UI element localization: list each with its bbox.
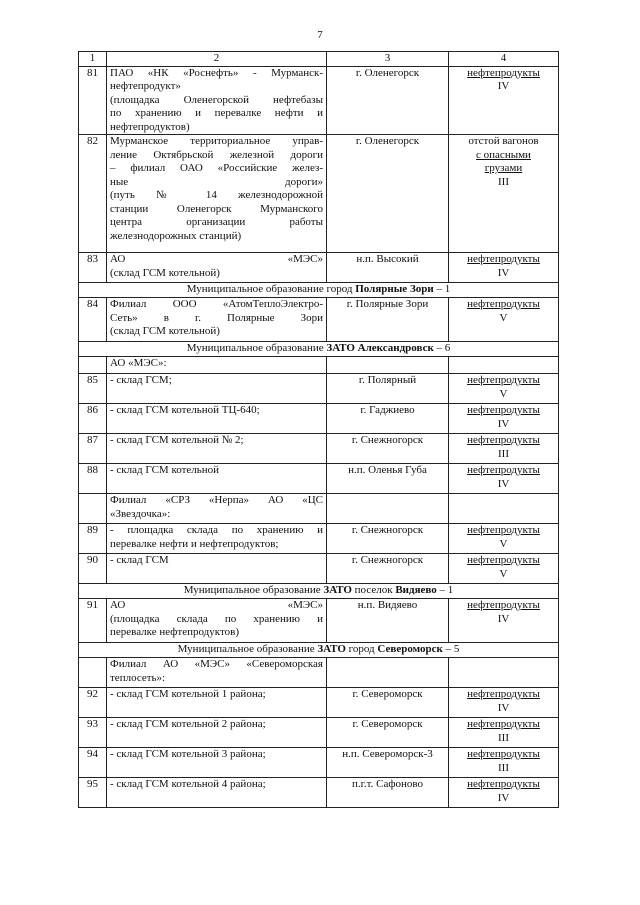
organization-line: перевалке нефти и нефтепродуктов; bbox=[110, 537, 279, 550]
row-number-cell: 85 bbox=[79, 374, 107, 404]
table-row bbox=[79, 464, 559, 494]
organization-cell bbox=[107, 357, 327, 374]
organization-line: - площадка склада по хранению и bbox=[110, 524, 323, 536]
page-number: 7 bbox=[317, 29, 323, 41]
organization-cell bbox=[107, 778, 327, 808]
organization-line: центра организации работы bbox=[110, 216, 323, 228]
table-row bbox=[79, 554, 559, 584]
organization-cell bbox=[107, 253, 327, 283]
organization-cell bbox=[107, 554, 327, 584]
row-number-cell: 86 bbox=[79, 404, 107, 434]
location-cell: н.п. Видяево bbox=[327, 599, 449, 643]
table-row bbox=[79, 658, 559, 688]
row-number-cell: 90 bbox=[79, 554, 107, 584]
substance-cell bbox=[449, 434, 559, 464]
organization-line: - склад ГСМ котельной № 2; bbox=[110, 434, 244, 446]
location-cell: г. Снежногорск bbox=[327, 434, 449, 464]
section-title: Муниципальное образование ЗАТО Александровск – 6 bbox=[79, 342, 559, 357]
organization-cell bbox=[107, 524, 327, 554]
table-row bbox=[79, 718, 559, 748]
organization-line: ные дороги» bbox=[110, 175, 323, 188]
section-title-bold: ЗАТО bbox=[323, 584, 352, 596]
organization-cell bbox=[107, 658, 327, 688]
organization-line: АО «МЭС»: bbox=[110, 357, 167, 369]
organization-cell bbox=[107, 434, 327, 464]
substance-line: с опасными bbox=[476, 148, 531, 161]
organization-line: ление Октябрьской железной дороги bbox=[110, 148, 323, 161]
location-cell: г. Североморск bbox=[327, 688, 449, 718]
table-row bbox=[79, 434, 559, 464]
substance-cell bbox=[449, 748, 559, 778]
organization-line: - склад ГСМ котельной 2 района; bbox=[110, 718, 266, 730]
organization-line: перевалке нефтепродуктов) bbox=[110, 626, 239, 638]
section-title-bold: Полярные Зори bbox=[355, 283, 434, 295]
substance-name: нефтепродукты bbox=[467, 718, 540, 730]
row-number-cell: 87 bbox=[79, 434, 107, 464]
substance-cell bbox=[449, 253, 559, 283]
organization-line: - склад ГСМ котельной bbox=[110, 464, 220, 476]
hazard-class: III bbox=[498, 731, 509, 744]
substance-cell bbox=[449, 357, 559, 374]
substance-name: нефтепродукты bbox=[467, 524, 540, 536]
organization-line: АО «МЭС» bbox=[110, 599, 323, 611]
organization-line: (путь № 14 железнодорожной bbox=[110, 189, 323, 201]
organization-line: - склад ГСМ котельной ТЦ-640; bbox=[110, 404, 260, 416]
section-title-bold: Видяево bbox=[395, 584, 437, 596]
location-cell: н.п. Высокий bbox=[327, 253, 449, 283]
location-cell bbox=[327, 357, 449, 374]
organization-line: теплосеть»: bbox=[110, 671, 166, 684]
organization-line: нефтепродукт» bbox=[110, 80, 181, 92]
location-cell: г. Североморск bbox=[327, 718, 449, 748]
substance-name: нефтепродукты bbox=[467, 688, 540, 700]
location-cell: г. Снежногорск bbox=[327, 524, 449, 554]
location-cell: г. Снежногорск bbox=[327, 554, 449, 584]
substance-name: нефтепродукты bbox=[467, 404, 540, 416]
hazard-class: V bbox=[499, 567, 508, 580]
row-number-cell: 93 bbox=[79, 718, 107, 748]
location-cell bbox=[327, 494, 449, 524]
table-row bbox=[79, 253, 559, 283]
row-number-cell: 81 bbox=[79, 66, 107, 135]
hazard-class: IV bbox=[497, 266, 510, 279]
row-number-cell: 95 bbox=[79, 778, 107, 808]
substance-name: нефтепродукты bbox=[467, 748, 540, 760]
row-number-cell bbox=[79, 357, 107, 374]
hazard-class: IV bbox=[497, 791, 510, 804]
section-header-row bbox=[79, 342, 559, 357]
location-cell: г. Гаджиево bbox=[327, 404, 449, 434]
organization-line: - склад ГСМ; bbox=[110, 374, 172, 386]
table-row bbox=[79, 374, 559, 404]
header-cell-substance: 4 bbox=[449, 52, 559, 67]
hazard-class: IV bbox=[497, 477, 510, 490]
hazard-class: IV bbox=[497, 80, 510, 92]
substance-cell bbox=[449, 524, 559, 554]
hazard-class: IV bbox=[497, 417, 510, 430]
section-title-bold: Североморск bbox=[377, 643, 443, 655]
header-cell-location: 3 bbox=[327, 52, 449, 67]
organization-cell bbox=[107, 748, 327, 778]
organization-line: (склад ГСМ котельной) bbox=[110, 325, 220, 337]
row-number-cell: 91 bbox=[79, 599, 107, 643]
table-row bbox=[79, 748, 559, 778]
substance-name: нефтепродукты bbox=[467, 434, 540, 446]
organization-line: ПАО «НК «Роснефть» - Мурманск- bbox=[110, 66, 323, 79]
table-row bbox=[79, 135, 559, 253]
organization-cell bbox=[107, 494, 327, 524]
row-number-cell: 88 bbox=[79, 464, 107, 494]
organization-line: – филиал ОАО «Российские желез- bbox=[110, 162, 323, 174]
row-number-cell: 89 bbox=[79, 524, 107, 554]
substance-cell bbox=[449, 494, 559, 524]
substance-line: грузами bbox=[484, 162, 523, 174]
location-cell: н.п. Североморск-3 bbox=[327, 748, 449, 778]
substance-cell bbox=[449, 778, 559, 808]
location-cell: г. Полярный bbox=[327, 374, 449, 404]
location-cell: н.п. Оленья Губа bbox=[327, 464, 449, 494]
hazard-class: IV bbox=[497, 701, 510, 714]
table-row bbox=[79, 404, 559, 434]
substance-name: нефтепродукты bbox=[467, 778, 540, 790]
organization-line: станции Оленегорск Мурманского bbox=[110, 202, 323, 215]
row-number-cell: 82 bbox=[79, 135, 107, 253]
location-cell: г. Полярные Зори bbox=[327, 298, 449, 342]
substance-cell bbox=[449, 298, 559, 342]
location-cell: п.г.т. Сафоново bbox=[327, 778, 449, 808]
header-cell-organization: 2 bbox=[107, 52, 327, 67]
hazard-class: III bbox=[498, 175, 509, 188]
organization-line: - склад ГСМ котельной 1 района; bbox=[110, 688, 266, 700]
substance-cell bbox=[449, 658, 559, 688]
organization-line: (склад ГСМ котельной) bbox=[110, 266, 220, 279]
section-title: Муниципальное образование ЗАТО поселок Видяево – 1 bbox=[79, 584, 559, 599]
organization-line: (площадка Оленегорской нефтебазы bbox=[110, 93, 323, 106]
table-row bbox=[79, 298, 559, 342]
section-title-bold: ЗАТО Александровск bbox=[326, 342, 434, 354]
substance-cell bbox=[449, 688, 559, 718]
organization-cell bbox=[107, 298, 327, 342]
table-row bbox=[79, 688, 559, 718]
substance-name: нефтепродукты bbox=[467, 298, 540, 310]
organization-cell bbox=[107, 404, 327, 434]
row-number-cell: 83 bbox=[79, 253, 107, 283]
organization-line: - склад ГСМ bbox=[110, 554, 169, 566]
table-row bbox=[79, 494, 559, 524]
section-header-row bbox=[79, 283, 559, 298]
row-number-cell bbox=[79, 658, 107, 688]
row-number-cell: 92 bbox=[79, 688, 107, 718]
substance-cell bbox=[449, 554, 559, 584]
hazard-class: III bbox=[498, 447, 509, 460]
organization-cell bbox=[107, 374, 327, 404]
organization-line: Сеть» в г. Полярные Зори bbox=[110, 311, 323, 324]
organization-line: нефтепродуктов) bbox=[110, 120, 190, 133]
substance-cell bbox=[449, 599, 559, 643]
section-title-bold: ЗАТО bbox=[317, 643, 346, 655]
row-number-cell: 84 bbox=[79, 298, 107, 342]
hazard-class: IV bbox=[497, 612, 510, 625]
substance-line: отстой вагонов bbox=[468, 135, 539, 147]
substance-cell bbox=[449, 374, 559, 404]
table-row bbox=[79, 66, 559, 135]
substance-name: нефтепродукты bbox=[467, 374, 540, 386]
organization-line: железнодорожных станций) bbox=[110, 229, 242, 242]
organization-cell bbox=[107, 66, 327, 135]
organization-line: Филиал ООО «АтомТеплоЭлектро- bbox=[110, 298, 323, 310]
substance-cell bbox=[449, 135, 559, 253]
organization-cell bbox=[107, 688, 327, 718]
organization-cell bbox=[107, 135, 327, 253]
substance-name: нефтепродукты bbox=[467, 464, 540, 476]
organization-line: Филиал АО «МЭС» «Североморская bbox=[110, 658, 323, 670]
organization-line: «Звездочка»: bbox=[110, 507, 171, 520]
section-title: Муниципальное образование город Полярные Зори – 1 bbox=[79, 283, 559, 298]
table-row bbox=[79, 778, 559, 808]
section-title: Муниципальное образование ЗАТО город Североморск – 5 bbox=[79, 643, 559, 658]
hazard-class: V bbox=[499, 311, 508, 324]
organization-line: Мурманское территориальное управ- bbox=[110, 135, 323, 147]
organization-cell bbox=[107, 599, 327, 643]
substance-cell bbox=[449, 66, 559, 135]
organization-cell bbox=[107, 718, 327, 748]
table-row bbox=[79, 357, 559, 374]
substance-name: нефтепродукты bbox=[467, 554, 540, 566]
substance-name: нефтепродукты bbox=[467, 253, 540, 265]
organization-cell bbox=[107, 464, 327, 494]
hazard-class: V bbox=[499, 537, 508, 550]
row-number-cell bbox=[79, 494, 107, 524]
organization-line: по хранению и перевалке нефти и bbox=[110, 107, 323, 119]
section-header-row bbox=[79, 584, 559, 599]
organization-line: - склад ГСМ котельной 3 района; bbox=[110, 748, 266, 760]
table-row bbox=[79, 599, 559, 643]
substance-name: нефтепродукты bbox=[467, 599, 540, 611]
table-body bbox=[79, 66, 559, 808]
location-cell bbox=[327, 658, 449, 688]
location-cell: г. Оленегорск bbox=[327, 66, 449, 135]
row-number-cell: 94 bbox=[79, 748, 107, 778]
section-header-row bbox=[79, 643, 559, 658]
header-cell-number: 1 bbox=[79, 52, 107, 67]
substance-name: нефтепродукты bbox=[467, 66, 540, 79]
table-row bbox=[79, 524, 559, 554]
hazard-facilities-table bbox=[78, 51, 559, 808]
table-header-row bbox=[79, 52, 559, 67]
organization-line: - склад ГСМ котельной 4 района; bbox=[110, 778, 266, 790]
substance-cell bbox=[449, 718, 559, 748]
hazard-class: V bbox=[499, 387, 508, 400]
substance-cell bbox=[449, 404, 559, 434]
organization-line: АО «МЭС» bbox=[110, 253, 323, 265]
organization-line: (площадка склада по хранению и bbox=[110, 612, 323, 625]
substance-cell bbox=[449, 464, 559, 494]
location-cell: г. Оленегорск bbox=[327, 135, 449, 253]
organization-line: Филиал «СРЗ «Нерпа» АО «ЦС bbox=[110, 494, 323, 506]
hazard-class: III bbox=[498, 761, 509, 774]
